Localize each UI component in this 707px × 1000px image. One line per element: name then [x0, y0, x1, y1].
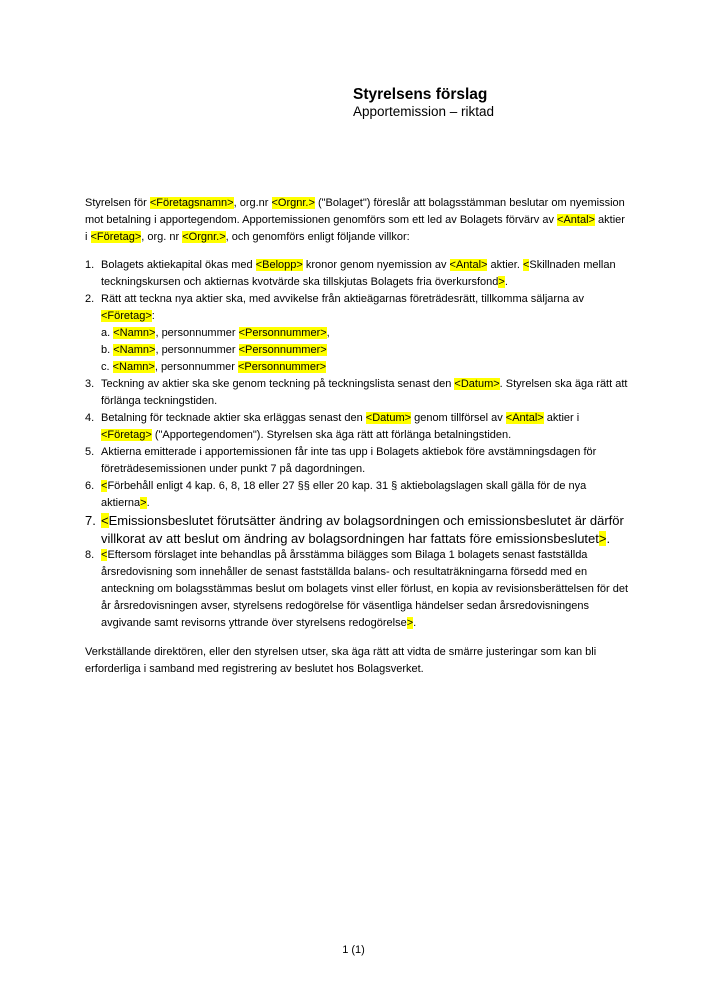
condition-text: aktier. [487, 259, 523, 271]
sub-letter: a. [101, 327, 111, 339]
document-title: Styrelsens förslag [353, 86, 488, 103]
placeholder-orgnr: <Orgnr.> [271, 197, 315, 209]
placeholder-datum: <Datum> [454, 378, 500, 390]
placeholder-personnummer: <Personnummer> [237, 361, 327, 373]
conditions-list [85, 257, 630, 632]
placeholder-personnummer: <Personnummer> [238, 327, 327, 339]
optional-open-marker: < [101, 549, 108, 561]
condition-text: . [146, 497, 150, 509]
condition-8 [85, 547, 630, 632]
optional-close-marker: > [140, 497, 147, 509]
condition-6 [85, 478, 630, 512]
placeholder-antal: <Antal> [557, 214, 595, 226]
condition-number: 8. [85, 549, 95, 561]
condition-text: : [151, 310, 155, 322]
condition-text: ("Apportegendomen"). Styrelsen ska äga rätt att förlänga betalningstiden. [151, 429, 512, 441]
placeholder-foretag: <Företag> [101, 429, 152, 441]
condition-text: aktier i [543, 412, 580, 424]
page-number: 1 (1) [342, 944, 365, 956]
condition-text: Rätt att teckna nya aktier ska, med avvikelse från aktieägarnas företrädesrätt, tillkomma säljarna av [101, 293, 584, 305]
intro-text: , och genomförs enligt följande villkor: [225, 231, 410, 243]
placeholder-company-name: <Företagsnamn> [149, 197, 234, 209]
placeholder-antal: <Antal> [505, 412, 544, 424]
optional-close-marker: > [498, 276, 505, 288]
placeholder-namn: <Namn> [112, 361, 155, 373]
condition-number: 6. [85, 480, 95, 492]
condition-text: . [413, 617, 417, 629]
condition-number: 1. [85, 259, 95, 271]
condition-3 [85, 376, 630, 410]
optional-open-marker: < [101, 480, 108, 492]
placeholder-foretag: <Företag> [90, 231, 142, 243]
optional-close-marker: > [406, 617, 414, 629]
condition-7 [85, 512, 630, 547]
sub-letter: b. [101, 344, 111, 356]
optional-open-marker: < [522, 259, 530, 271]
optional-open-marker: < [101, 513, 109, 528]
sub-text: , [326, 327, 330, 339]
intro-paragraph [85, 195, 630, 246]
condition-text: Förbehåll enligt 4 kap. 6, 8, 18 eller 27 §§ eller 20 kap. 31 § aktiebolagslagen skall gälla för de nya aktierna [101, 480, 587, 509]
subscriber-a [101, 325, 630, 342]
condition-4 [85, 410, 630, 444]
sub-letter: c. [101, 361, 110, 373]
condition-text: . [504, 276, 508, 288]
condition-text: . Styrelsen ska äga rätt att förlänga teckningstiden. [101, 378, 628, 407]
placeholder-personnummer: <Personnummer> [238, 344, 327, 356]
optional-close-marker: > [598, 530, 607, 546]
placeholder-datum: <Datum> [365, 412, 412, 424]
subscriber-c [101, 359, 630, 376]
condition-5 [85, 444, 630, 478]
condition-text: . [606, 530, 611, 546]
intro-text: , org.nr [233, 197, 272, 209]
condition-number: 5. [85, 446, 95, 458]
condition-number: 2. [85, 293, 95, 305]
sub-text: , personnummer [155, 327, 239, 339]
subscriber-b [101, 342, 630, 359]
title-block [353, 85, 494, 120]
document-body [85, 195, 630, 678]
condition-2 [85, 291, 630, 376]
condition-number: 7. [85, 513, 96, 528]
condition-text: Aktierna emitterade i apportemissionen får inte tas upp i Bolagets aktiebok före avstämningsdagen för företrädesemissionen under punkt 7 på dagordningen. [101, 446, 597, 475]
placeholder-antal: <Antal> [449, 259, 488, 271]
placeholder-namn: <Namn> [113, 344, 156, 356]
placeholder-orgnr: <Orgnr.> [182, 231, 226, 243]
condition-text: Emissionsbeslutet förutsätter ändring av bolagsordningen och emissionsbeslutet är därför villkorat av att beslut om ändring av bolagsordningen har fattats före emissionsbeslutet [101, 513, 624, 546]
document-subtitle: Apportemission – riktad [353, 104, 495, 119]
condition-text: Betalning för tecknade aktier ska erläggas senast den [101, 412, 366, 424]
condition-text: Bolagets aktiekapital ökas med [101, 259, 256, 271]
intro-text: aktier i [85, 214, 625, 243]
condition-text: genom tillförsel av [411, 412, 506, 424]
condition-number: 3. [85, 378, 95, 390]
closing-paragraph: Verkställande direktören, eller den styrelsen utser, ska äga rätt att vidta de smärre justeringar som kan bli erforderliga i samband med registrering av beslutet hos Bolagsverket. [85, 646, 597, 675]
placeholder-namn: <Namn> [113, 327, 156, 339]
condition-text: Teckning av aktier ska ske genom teckning på teckningslista senast den [101, 378, 455, 390]
condition-text: kronor genom nyemission av [302, 259, 450, 271]
sub-text: , personnummer [155, 344, 239, 356]
condition-text: Eftersom förslaget inte behandlas på årsstämma bilägges som Bilaga 1 bolagets senast fastställda årsredovisning som innehåller de senast fastställda balans- och resultaträkningarna försedd med en anteckning om bolagsstämmas beslut om bolagets vinst eller förlust, en kopia av revisionsberättelsen för det år årsredovisningen avser, styrelsens redogörelse för väsentliga händelser sedan årsredovisningens avgivande samt revisorns yttrande över styrelsens redogörelse [101, 549, 629, 629]
intro-text: ("Bolaget") föreslår att bolagsstämman beslutar om nyemission mot betalning i apportegendom. Apportemissionen genomförs som ett led av Bolagets förvärv av [85, 197, 625, 226]
condition-number: 4. [85, 412, 95, 424]
placeholder-belopp: <Belopp> [255, 259, 303, 271]
intro-text: Styrelsen för [85, 197, 150, 209]
sub-text: , personnummer [154, 361, 238, 373]
condition-text: Skillnaden mellan teckningskursen och aktiernas kvotvärde ska tillskjutas Bolagets fria överkursfond [101, 259, 616, 288]
intro-text: , org. nr [141, 231, 183, 243]
placeholder-foretag: <Företag> [101, 310, 152, 322]
condition-1 [85, 257, 630, 291]
